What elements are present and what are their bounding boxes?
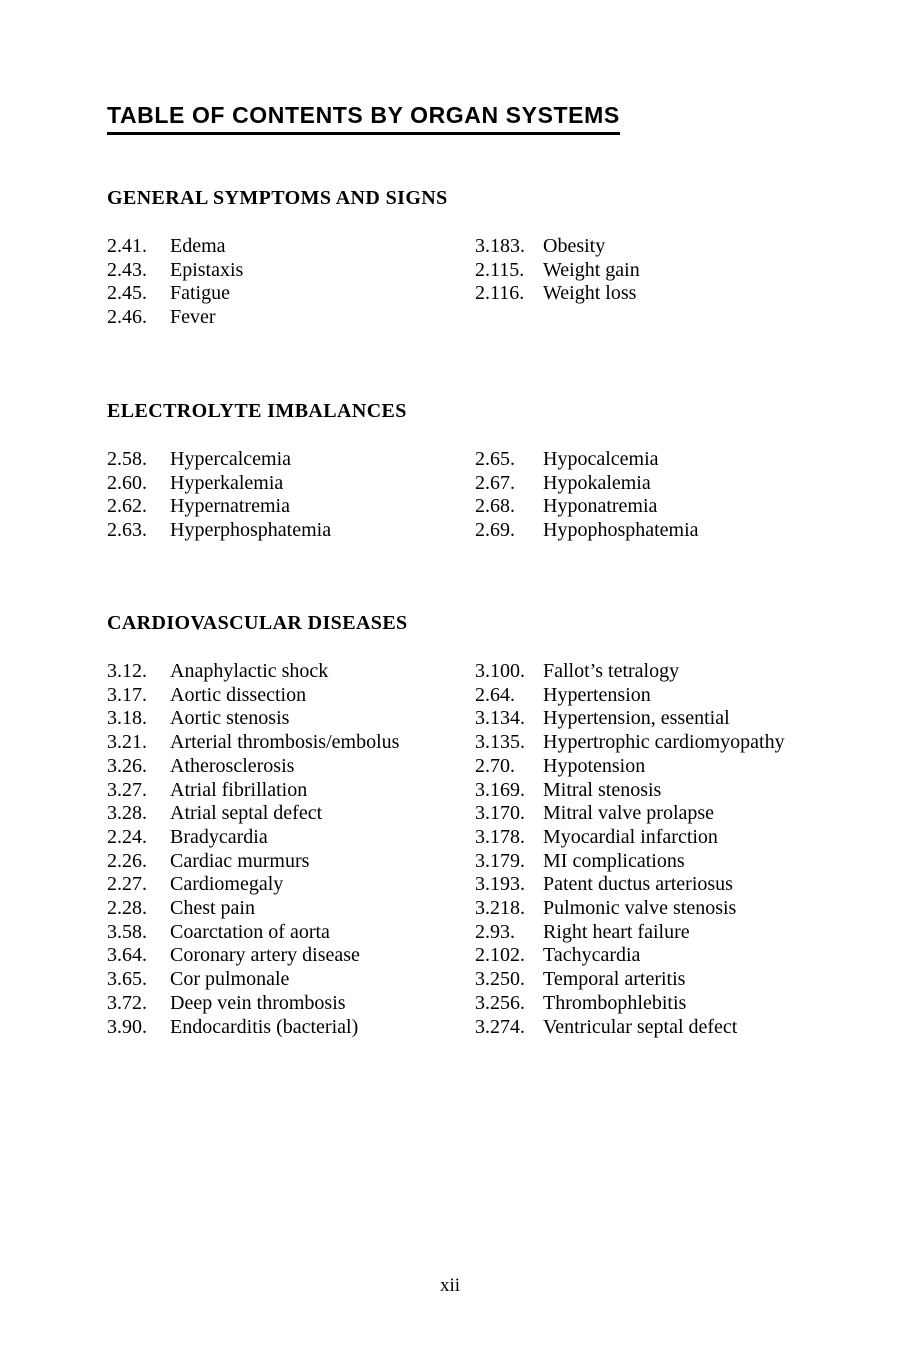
toc-entry [475,944,867,968]
section-heading: ELECTROLYTE IMBALANCES [107,400,407,422]
toc-entry [475,472,867,496]
toc-entry [475,802,867,826]
entry-label: Coronary artery disease [170,944,360,967]
entry-label: Hyperkalemia [170,471,284,494]
entry-label: Right heart failure [543,920,690,943]
entry-number: 3.250. [475,968,525,991]
entry-number: 3.17. [107,683,147,706]
entry-label: Atherosclerosis [170,754,295,777]
toc-entry [475,259,867,283]
entry-number: 2.68. [475,495,515,518]
entry-label: Cardiomegaly [170,873,284,896]
toc-entry [475,826,867,850]
entry-number: 3.28. [107,802,147,825]
entry-label: Mitral stenosis [543,778,662,801]
entry-label: Hypotension [543,754,646,777]
section-columns [107,235,867,330]
entry-label: Atrial septal defect [170,802,323,825]
toc-entry [107,921,475,945]
toc-entry [107,731,475,755]
entry-label: Aortic stenosis [170,707,290,730]
entry-number: 2.45. [107,282,147,305]
entry-label: Hypocalcemia [543,448,659,470]
entry-number: 2.41. [107,235,147,257]
toc-entry [107,1016,475,1040]
entry-number: 2.102. [475,944,525,967]
toc-entry [107,235,475,259]
toc-entry [107,472,475,496]
entry-label: Atrial fibrillation [170,778,308,801]
toc-entry [107,306,475,330]
entry-label: Obesity [543,235,606,257]
toc-entry [107,684,475,708]
section-heading: GENERAL SYMPTOMS AND SIGNS [107,187,448,209]
entry-number: 2.46. [107,306,147,329]
entry-number: 3.65. [107,968,147,991]
toc-entry [475,992,867,1016]
entry-number: 2.69. [475,519,515,542]
entry-number: 3.72. [107,991,147,1014]
entry-number: 3.58. [107,920,147,943]
entry-number: 3.274. [475,1015,525,1038]
toc-entry [107,259,475,283]
toc-entry [475,850,867,874]
entry-number: 3.170. [475,802,525,825]
entry-number: 3.12. [107,660,147,682]
entry-number: 2.115. [475,258,525,281]
section-heading: CARDIOVASCULAR DISEASES [107,612,408,634]
toc-entry [107,850,475,874]
entry-label: Hyperphosphatemia [170,519,332,542]
toc-entry [107,448,475,472]
entry-number: 2.116. [475,282,525,305]
entry-number: 2.67. [475,471,515,494]
toc-entry [475,731,867,755]
entry-number: 3.183. [475,235,525,257]
entry-label: Cor pulmonale [170,968,290,991]
entry-label: Fatigue [170,282,230,305]
toc-entry [107,897,475,921]
toc-entry [107,495,475,519]
toc-column-left [107,235,475,330]
entry-number: 3.18. [107,707,147,730]
entry-number: 3.21. [107,731,147,754]
entry-label: Pulmonic valve stenosis [543,897,737,920]
toc-entry [475,660,867,684]
toc-entry [475,707,867,731]
entry-number: 3.169. [475,778,525,801]
toc-section [107,401,867,543]
entry-number: 2.70. [475,754,515,777]
entry-label: Hypertrophic cardiomyopathy [543,731,785,754]
entry-label: Coarctation of aorta [170,920,330,943]
entry-label: Myocardial infarction [543,825,718,848]
entry-label: Aortic dissection [170,683,307,706]
entry-number: 3.26. [107,754,147,777]
toc-entry [475,873,867,897]
toc-entry [107,779,475,803]
entry-number: 3.135. [475,731,525,754]
toc-entry [475,519,867,543]
entry-label: Fever [170,306,216,329]
toc-entry [107,826,475,850]
toc-entry [475,897,867,921]
entry-number: 3.100. [475,660,525,682]
entry-label: Hypernatremia [170,495,290,518]
page-title: TABLE OF CONTENTS BY ORGAN SYSTEMS [107,102,620,135]
toc-column-right [475,448,867,543]
toc-entry [475,684,867,708]
section-columns [107,448,867,543]
toc-entry [107,873,475,897]
entry-label: Hypokalemia [543,471,651,494]
entry-label: Deep vein thrombosis [170,991,346,1014]
toc-entry [475,755,867,779]
toc-entry [107,944,475,968]
entry-label: Endocarditis (bacterial) [170,1015,359,1038]
toc-entry [475,448,867,472]
entry-number: 3.178. [475,825,525,848]
toc-entry [475,968,867,992]
toc-column-right [475,660,867,1039]
entry-number: 3.27. [107,778,147,801]
page-number: xii [439,1275,461,1296]
toc-entry [107,755,475,779]
entry-number: 2.27. [107,873,147,896]
entry-number: 2.63. [107,519,147,542]
entry-label: Hypophosphatemia [543,519,699,542]
entry-label: Anaphylactic shock [170,660,329,682]
section-columns [107,660,867,1039]
entry-label: Hypertension [543,683,651,706]
entry-label: Bradycardia [170,825,268,848]
entry-label: Arterial thrombosis/embolus [170,731,400,754]
entry-label: Cardiac murmurs [170,849,310,872]
entry-label: Weight gain [543,258,640,281]
entry-label: Patent ductus arteriosus [543,873,733,896]
entry-number: 2.62. [107,495,147,518]
entry-number: 2.93. [475,920,515,943]
entry-label: Mitral valve prolapse [543,802,715,825]
entry-label: Weight loss [543,282,637,305]
entry-label: Ventricular septal defect [543,1015,738,1038]
toc-entry [107,802,475,826]
entry-number: 2.28. [107,897,147,920]
entry-number: 2.26. [107,849,147,872]
entry-number: 2.60. [107,471,147,494]
entry-label: Hyponatremia [543,495,658,518]
toc-entry [475,282,867,306]
entry-label: Hypertension, essential [543,707,730,730]
toc-entry [475,779,867,803]
toc-entry [107,992,475,1016]
entry-number: 2.24. [107,825,147,848]
entry-number: 3.64. [107,944,147,967]
toc-entry [107,968,475,992]
entry-number: 3.179. [475,849,525,872]
entry-label: Fallot’s tetralogy [543,660,680,682]
toc-column-left [107,660,475,1039]
toc-entry [107,660,475,684]
entry-label: Thrombophlebitis [543,991,687,1014]
entry-number: 2.65. [475,448,515,470]
entry-label: Epistaxis [170,258,244,281]
entry-number: 3.218. [475,897,525,920]
entry-label: Chest pain [170,897,255,920]
toc-column-left [107,448,475,543]
entry-number: 3.256. [475,991,525,1014]
entry-number: 2.43. [107,258,147,281]
entry-number: 2.64. [475,683,515,706]
entry-number: 3.134. [475,707,525,730]
entry-label: MI complications [543,849,685,872]
toc-section [107,613,867,1039]
entry-label: Temporal arteritis [543,968,686,991]
toc-entry [107,519,475,543]
entry-number: 2.58. [107,448,147,470]
toc-column-right [475,235,867,330]
entry-number: 3.193. [475,873,525,896]
toc-entry [107,282,475,306]
toc-entry [475,1016,867,1040]
entry-label: Tachycardia [543,944,641,967]
entry-number: 3.90. [107,1015,147,1038]
toc-section [107,188,867,330]
entry-label: Hypercalcemia [170,448,292,470]
toc-entry [475,235,867,259]
toc-entry [107,707,475,731]
entry-label: Edema [170,235,226,257]
toc-entry [475,921,867,945]
toc-entry [475,495,867,519]
